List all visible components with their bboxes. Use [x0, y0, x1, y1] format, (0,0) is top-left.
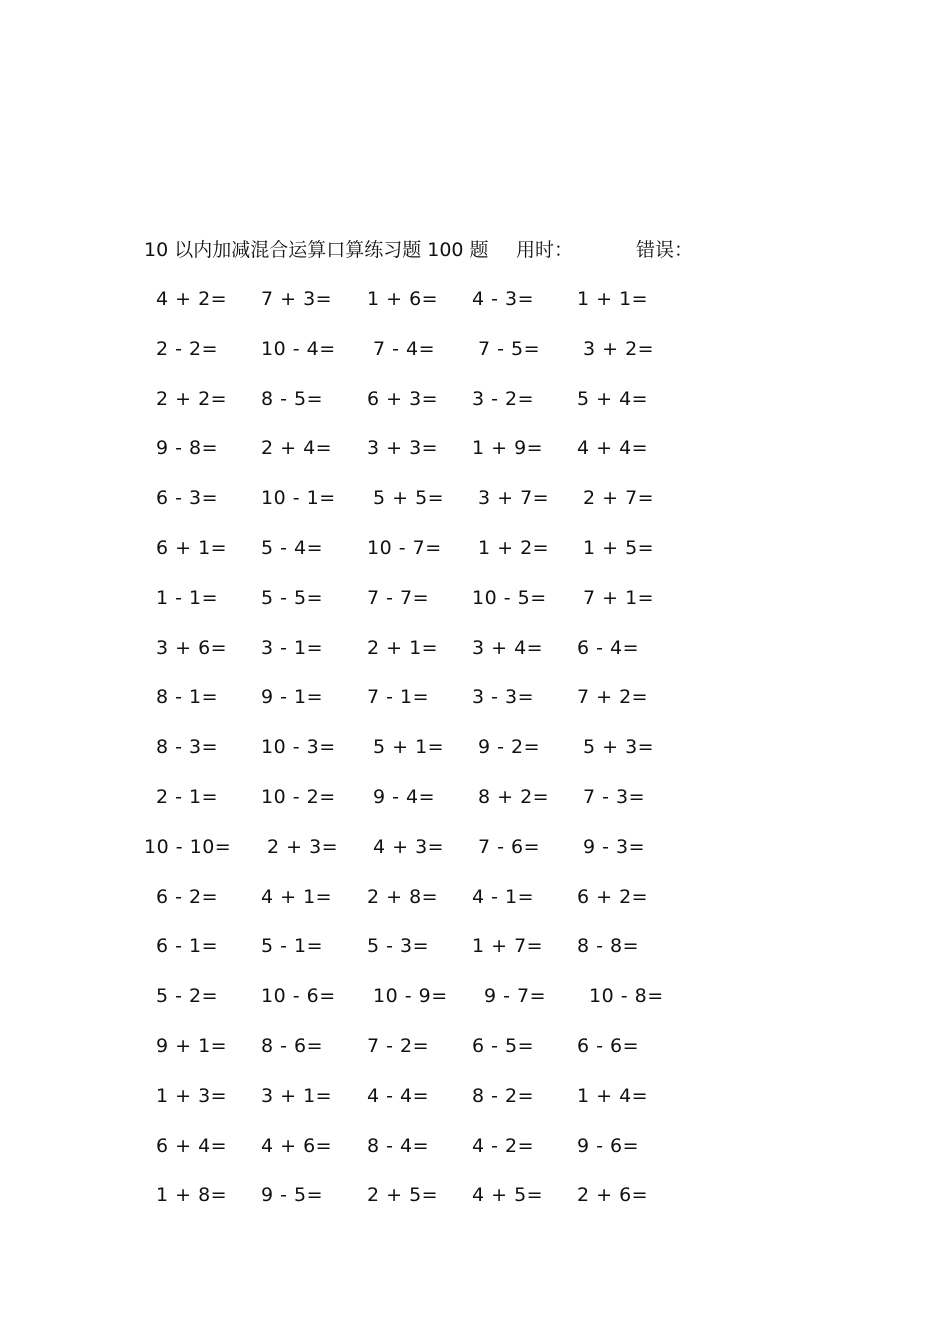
- math-problem: 3 - 2=: [472, 387, 535, 410]
- math-problem: 8 + 2=: [478, 786, 550, 808]
- math-problem: 8 - 8=: [577, 935, 640, 958]
- math-problem: 1 + 3=: [156, 1084, 228, 1107]
- math-problem: 1 - 1=: [156, 586, 219, 609]
- math-problem: 3 + 3=: [367, 437, 439, 460]
- math-problem: 1 + 2=: [478, 537, 550, 559]
- errors-label: 错误：: [636, 239, 694, 261]
- math-problem: 5 - 5=: [261, 586, 324, 609]
- math-problem: 7 - 4=: [373, 337, 436, 360]
- math-problem: 1 + 4=: [577, 1084, 649, 1107]
- math-problem: 9 - 6=: [577, 1134, 640, 1157]
- math-problem: 4 + 6=: [261, 1134, 333, 1157]
- math-problem: 6 - 5=: [472, 1035, 535, 1057]
- problem-row: [0, 933, 950, 963]
- math-problem: 3 + 1=: [261, 1084, 333, 1107]
- math-problem: 1 + 5=: [583, 537, 655, 559]
- math-problem: 10 - 1=: [261, 487, 336, 510]
- math-problem: 1 + 7=: [472, 935, 544, 958]
- math-problem: 4 + 2=: [156, 288, 228, 310]
- math-problem: 5 - 4=: [261, 537, 324, 559]
- math-problem: 7 - 6=: [478, 835, 541, 858]
- math-problem: 10 - 3=: [261, 736, 336, 759]
- math-problem: 3 + 6=: [156, 636, 228, 659]
- math-problem: 7 + 3=: [261, 288, 333, 310]
- math-problem: 2 + 6=: [577, 1184, 649, 1207]
- math-problem: 2 + 4=: [261, 437, 333, 460]
- problem-row: [0, 1083, 950, 1113]
- math-problem: 7 - 1=: [367, 686, 430, 709]
- math-problem: 3 + 4=: [472, 636, 544, 659]
- math-problem: 1 + 6=: [367, 288, 439, 310]
- math-problem: 7 - 5=: [478, 337, 541, 360]
- math-problem: 5 + 4=: [577, 387, 649, 410]
- math-problem: 8 - 4=: [367, 1134, 430, 1157]
- problem-row: [0, 336, 950, 366]
- math-problem: 5 - 3=: [367, 935, 430, 958]
- math-problem: 2 + 1=: [367, 636, 439, 659]
- math-problem: 10 - 8=: [589, 985, 664, 1008]
- math-problem: 9 - 4=: [373, 786, 436, 808]
- problem-row: [0, 435, 950, 465]
- problem-row: [0, 635, 950, 665]
- math-problem: 2 + 7=: [583, 487, 655, 510]
- math-problem: 2 - 2=: [156, 337, 219, 360]
- problem-row: [0, 684, 950, 714]
- math-problem: 8 - 6=: [261, 1035, 324, 1057]
- math-problem: 7 + 2=: [577, 686, 649, 709]
- math-problem: 4 + 3=: [373, 835, 445, 858]
- math-problem: 10 - 9=: [373, 985, 448, 1008]
- math-problem: 8 - 5=: [261, 387, 324, 410]
- math-problem: 6 + 2=: [577, 885, 649, 908]
- math-problem: 6 + 3=: [367, 387, 439, 410]
- math-problem: 7 - 7=: [367, 586, 430, 609]
- math-problem: 1 + 9=: [472, 437, 544, 460]
- math-problem: 7 + 1=: [583, 586, 655, 609]
- math-problem: 5 + 5=: [373, 487, 445, 510]
- math-problem: 6 - 2=: [156, 885, 219, 908]
- math-problem: 8 - 2=: [472, 1084, 535, 1107]
- math-problem: 3 - 3=: [472, 686, 535, 709]
- problem-row: [0, 1133, 950, 1163]
- math-problem: 5 - 2=: [156, 985, 219, 1008]
- math-problem: 3 + 7=: [478, 487, 550, 510]
- math-problem: 9 - 5=: [261, 1184, 324, 1207]
- math-problem: 6 - 4=: [577, 636, 640, 659]
- math-problem: 9 - 3=: [583, 835, 646, 858]
- math-problem: 9 - 2=: [478, 736, 541, 759]
- math-problem: 7 - 2=: [367, 1035, 430, 1057]
- worksheet-title: 10 以内加减混合运算口算练习题 100 题: [144, 239, 489, 261]
- math-problem: 2 + 3=: [267, 835, 339, 858]
- math-problem: 9 - 8=: [156, 437, 219, 460]
- problem-row: [0, 286, 950, 316]
- math-problem: 5 + 3=: [583, 736, 655, 759]
- math-problem: 2 - 1=: [156, 786, 219, 808]
- math-problem: 9 + 1=: [156, 1035, 228, 1057]
- math-problem: 4 + 4=: [577, 437, 649, 460]
- math-problem: 2 + 2=: [156, 387, 228, 410]
- math-problem: 4 - 4=: [367, 1084, 430, 1107]
- problem-row: [0, 386, 950, 416]
- math-problem: 7 - 3=: [583, 786, 646, 808]
- problem-row: [0, 834, 950, 864]
- math-problem: 4 - 1=: [472, 885, 535, 908]
- math-problem: 4 + 1=: [261, 885, 333, 908]
- math-problem: 9 - 1=: [261, 686, 324, 709]
- math-problem: 6 - 1=: [156, 935, 219, 958]
- problem-row: [0, 485, 950, 515]
- math-problem: 6 + 1=: [156, 537, 228, 559]
- math-problem: 1 + 8=: [156, 1184, 228, 1207]
- time-used-label: 用时：: [516, 239, 574, 261]
- math-problem: 4 + 5=: [472, 1184, 544, 1207]
- math-problem: 2 + 5=: [367, 1184, 439, 1207]
- math-problem: 10 - 7=: [367, 537, 442, 559]
- math-problem: 5 + 1=: [373, 736, 445, 759]
- problem-row: [0, 1033, 950, 1063]
- math-problem: 3 - 1=: [261, 636, 324, 659]
- math-problem: 4 - 3=: [472, 288, 535, 310]
- math-problem: 3 + 2=: [583, 337, 655, 360]
- math-problem: 6 + 4=: [156, 1134, 228, 1157]
- problem-row: [0, 734, 950, 764]
- math-problem: 8 - 1=: [156, 686, 219, 709]
- math-problem: 8 - 3=: [156, 736, 219, 759]
- problem-row: [0, 535, 950, 565]
- math-problem: 6 - 3=: [156, 487, 219, 510]
- math-problem: 5 - 1=: [261, 935, 324, 958]
- math-problem: 10 - 10=: [144, 835, 232, 858]
- problem-row: [0, 884, 950, 914]
- math-problem: 4 - 2=: [472, 1134, 535, 1157]
- math-problem: 2 + 8=: [367, 885, 439, 908]
- math-problem: 10 - 5=: [472, 586, 547, 609]
- math-problem: 9 - 7=: [484, 985, 547, 1008]
- problem-row: [0, 1182, 950, 1212]
- problem-row: [0, 983, 950, 1013]
- math-problem: 10 - 2=: [261, 786, 336, 808]
- math-problem: 1 + 1=: [577, 288, 649, 310]
- math-problem: 10 - 6=: [261, 985, 336, 1008]
- problem-row: [0, 585, 950, 615]
- problem-row: [0, 784, 950, 814]
- math-problem: 6 - 6=: [577, 1035, 640, 1057]
- math-problem: 10 - 4=: [261, 337, 336, 360]
